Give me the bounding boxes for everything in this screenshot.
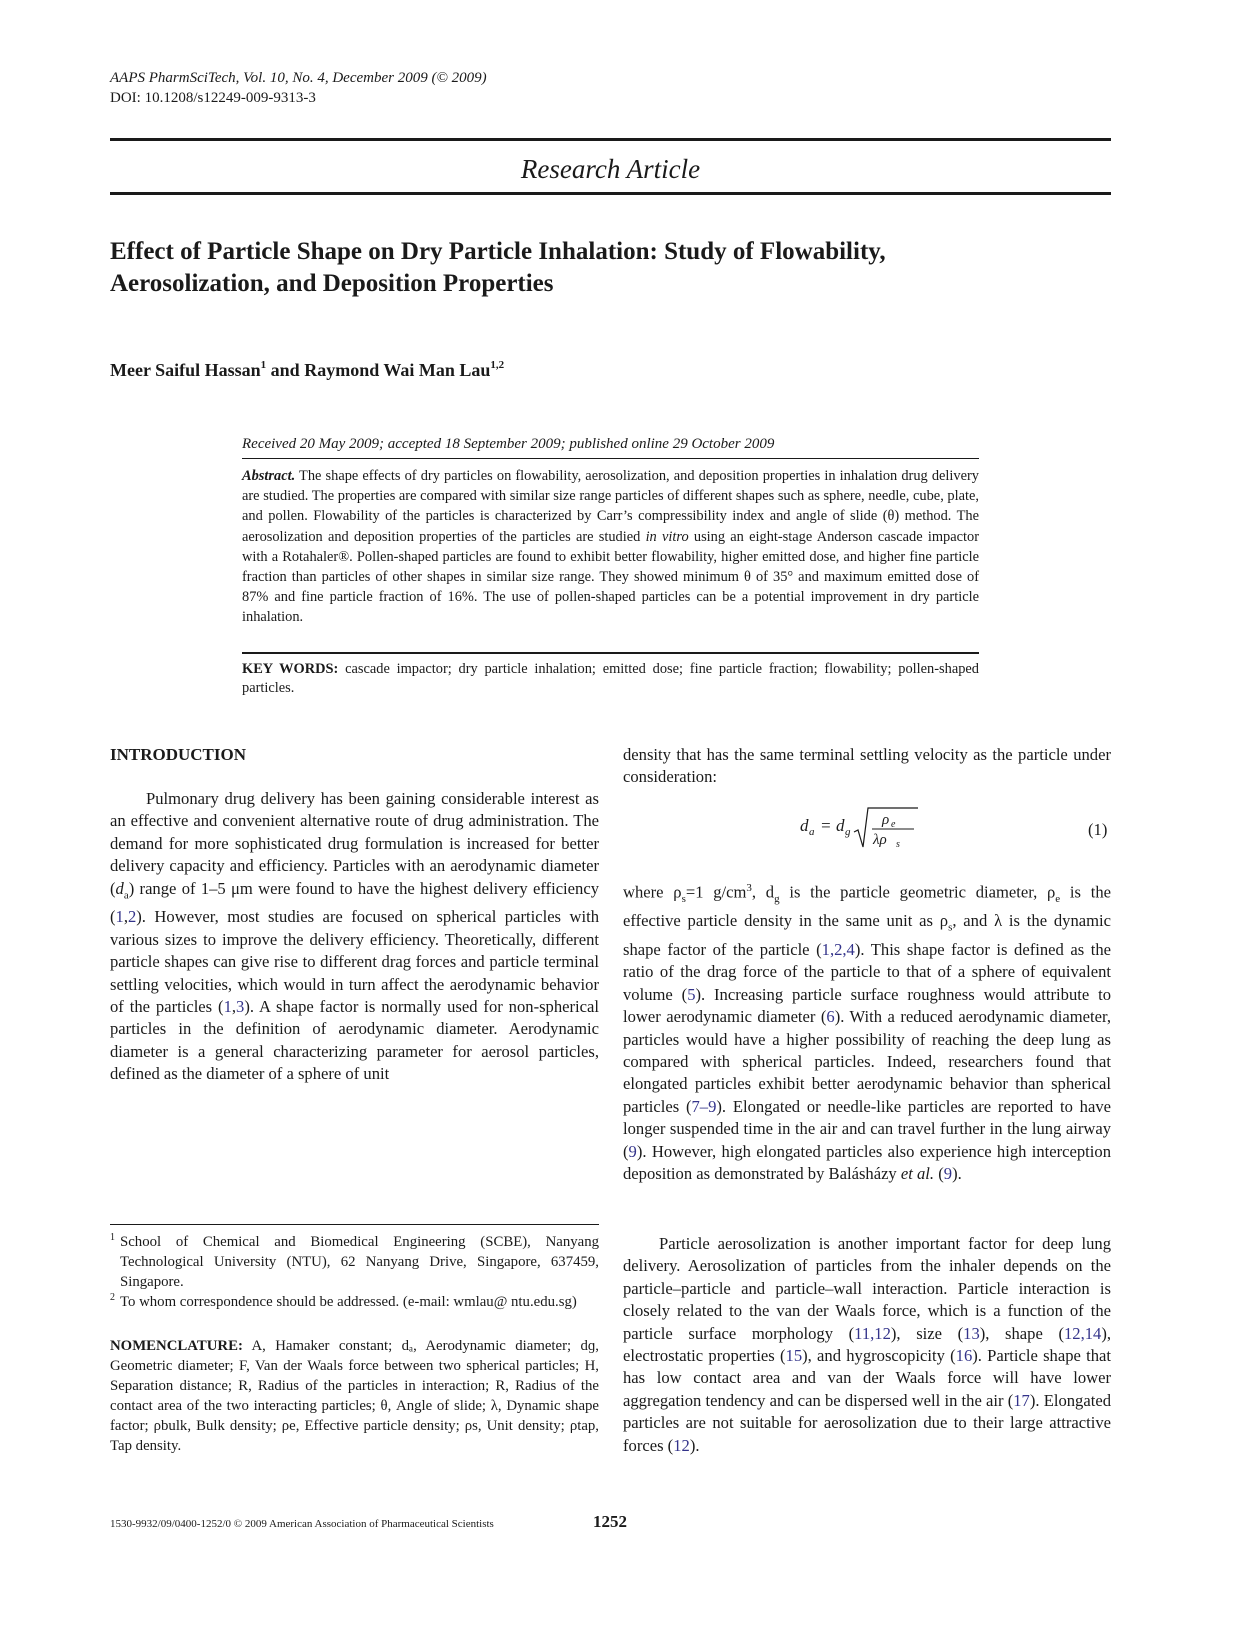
footnote-2 [110,1292,599,1312]
text: ). Elongated or needle-like particles are reported to have longer suspended time in the air and can travel further in the lung airway ( [623,1096,1111,1161]
right-paragraph-3 [623,1233,1111,1457]
svg-text:=: = [820,816,832,835]
text: ). However, high elongated particles also experience high interception deposition as demonstrated by Balásházy [623,1141,1111,1184]
subscript: g [774,892,780,905]
abstract-italic-term: in vitro [645,528,689,545]
journal-citation: AAPS PharmSciTech, Vol. 10, No. 4, December 2009 (© 2009) [110,70,487,86]
text: ), size ( [890,1323,964,1343]
abstract [242,466,979,628]
text: ( [934,1164,944,1184]
abstract-text-b: using an eight-stage Anderson cascade impactor with a Rotahaler®. Pollen-shaped particles are found to exhibit better flowability, higher emitted dose, and higher fine particle fraction than particles of other shapes in similar size range. They showed minimum θ of 35° and maximum emitted dose of 87% and fine particle fraction of 16%. The use of pollen-shaped particles can be a potential improvement in dry particle inhalation. [242,528,979,626]
citation-link[interactable]: 1 [223,996,232,1016]
right-paragraph-2 [623,877,1111,1185]
abstract-top-rule [242,458,979,459]
bottom-rule [110,192,1111,195]
text: =1 g/cm [685,882,747,902]
svg-text:e: e [891,819,896,830]
text: ). Increasing particle surface roughness would attribute to lower aerodynamic diameter ( [623,984,1111,1027]
intro-text-f: ). A shape factor is normally used for non-spherical particles in the definition of aerodynamic diameter. Aerodynamic diameter is a general characterizing parameter for aerosol particles, defined as the diameter of a sphere of unit [110,996,599,1084]
citation-link[interactable]: 15 [785,1346,803,1366]
keywords-rule [242,652,979,654]
citation-link[interactable]: 5 [687,984,696,1004]
svg-text:d: d [836,816,845,835]
author-conjunction: and [266,360,305,380]
citation-link[interactable]: 16 [955,1346,973,1366]
text: where ρ [623,882,682,902]
citation-link[interactable]: 9 [943,1164,953,1184]
text: Particle aerosolization is another important factor for deep lung delivery. Aerosolization of particles from the inhaler depends on the particle–particle and particle–wall interaction. Particle interaction is closely related to the van der Waals force, which is a function of the particle surface morphology ( [623,1234,1111,1343]
symbol-sub-a: a [123,888,129,901]
text: , d [751,882,775,902]
equation-number: (1) [1088,820,1108,839]
citation-link[interactable]: 1,2,4 [821,939,855,959]
authors [110,358,504,382]
copyright-line: 1530-9932/09/0400-1252/0 © 2009 American Association of Pharmaceutical Scientists [110,1518,494,1530]
subscript: s [948,921,953,934]
citation-link[interactable]: 6 [826,1007,835,1027]
text: ). With a reduced aerodynamic diameter, particles would have a higher possibility of reaching the deep lung as compared with spherical particles. Indeed, researchers found that elongated particles exhibit better aerodynamic behavior than spherical particles ( [623,1007,1111,1116]
keywords-text: cascade impactor; dry particle inhalation; emitted dose; fine particle fraction; flowability; pollen-shaped particles. [242,661,979,696]
text: ). Elongated particles are not suitable for aerosolization due to their large attractive forces ( [623,1390,1111,1455]
text: is the particle geometric diameter, ρ [779,882,1056,902]
text: ). Particle shape that has low contact area and van der Waals force will have lower aggregation tendency and can be dispersed well in the air ( [623,1346,1111,1410]
top-rule [110,138,1111,141]
svg-text:s: s [896,839,900,850]
nomenclature-label: NOMENCLATURE: [110,1338,243,1354]
svg-text:d: d [800,816,809,835]
text: ). [952,1164,962,1184]
citation-link[interactable]: 3 [236,996,245,1016]
citation-link[interactable]: 13 [963,1323,980,1343]
abstract-text-a: The shape effects of dry particles on flowability, aerosolization, and deposition properties in inhalation drug delivery are studied. The properties are compared with similar size range particles of different shapes such as sphere, needle, cube, plate, and pollen. Flowability of the particles is characterized by Carr’s compressibility index and angle of slide (θ) method. The aerosolization and deposition properties of the particles are studied [242,468,979,545]
title-line-1: Effect of Particle Shape on Dry Particle Inhalation: Study of Flowability, [110,238,886,265]
doi-line: DOI: 10.1208/s12249-009-9313-3 [110,90,316,106]
author-2: Raymond Wai Man Lau [304,360,491,380]
intro-text-d: ). However, most studies are focused on spherical particles with various sizes to improve the delivery efficiency. Theoretically, different particle shapes can give rise to different drag forces and particle terminal settling velocities, which would in turn affect the aerodynamic behavior of the particles ( [110,907,599,1016]
nomenclature [110,1336,599,1456]
nomenclature-text: A, Hamaker constant; dₐ, Aerodynamic diameter; dɡ, Geometric diameter; F, Van der Waals force between two spherical particles; H, Separation distance; R, Radius of the particles in interaction; R, Radius of the contact area of the two interacting particles; θ, Angle of slide; λ, Dynamic shape factor; ρbulk, Bulk density; ρe, Effective particle density; ρs, Unit density; ρtap, Tap density. [110,1338,599,1454]
abstract-label: Abstract. [242,468,296,484]
citation-link[interactable]: 17 [1013,1390,1030,1410]
text: is the effective particle density in the same unit as ρ [623,882,1112,931]
citation-link[interactable]: 12,14 [1063,1323,1102,1343]
text: ), and hygroscopicity ( [802,1346,956,1366]
article-title [110,236,1111,300]
footnote-1 [110,1232,599,1292]
footnote-2-text: To whom correspondence should be addressed. (e-mail: wmlau@ ntu.edu.sg) [120,1294,577,1310]
received-dates: Received 20 May 2009; accepted 18 September 2009; published online 29 October 2009 [242,436,775,452]
text: ), electrostatic properties ( [623,1323,1112,1366]
footnote-rule [110,1224,599,1225]
keywords [242,660,979,698]
svg-text:λρ: λρ [873,832,887,848]
citation-link[interactable]: 1 [115,907,124,927]
symbol-d: d [115,878,124,898]
author-2-affil: 1,2 [490,359,505,371]
author-1-affil: 1 [260,359,267,371]
citation-link[interactable]: 2 [127,907,137,927]
footnote-1-text: School of Chemical and Biomedical Engineering (SCBE), Nanyang Technological University (NTU), 62 Nanyang Drive, Singapore, 637459, Singapore. [120,1234,599,1290]
et-al: et al. [900,1164,935,1184]
author-1: Meer Saiful Hassan [110,360,261,380]
section-heading-introduction: INTRODUCTION [110,745,247,764]
intro-text-c: , [123,907,128,927]
text: , and λ is the dynamic shape factor of the particle ( [623,911,1112,959]
citation-link[interactable]: 7–9 [691,1096,717,1116]
footnote-1-number: 1 [110,1232,115,1243]
subscript: e [1055,892,1061,905]
citation-link[interactable]: 9 [628,1141,637,1161]
citation-link[interactable]: 12 [673,1435,690,1455]
title-line-2: Aerosolization, and Deposition Properties [110,270,554,297]
svg-text:a: a [809,826,815,838]
svg-text:g: g [845,826,851,838]
keywords-label: KEY WORDS: [242,661,339,677]
text: ). [689,1435,700,1455]
svg-text:ρ: ρ [882,812,890,828]
text: ), shape ( [979,1323,1064,1343]
right-paragraph-1: density that has the same terminal settling velocity as the particle under consideration: [623,745,1111,787]
intro-text-b: ) range of 1–5 μm were found to have the highest delivery efficiency ( [110,878,599,927]
page-number: 1252 [593,1512,627,1531]
intro-text-e: , [231,996,237,1016]
subscript: s [681,892,686,905]
equation-aerodynamic-diameter [800,802,930,852]
text: ). This shape factor is defined as the ratio of the drag force of the particle to that of a sphere of equivalent volume ( [623,939,1111,1004]
footnote-2-number: 2 [110,1292,115,1303]
intro-text-a: Pulmonary drug delivery has been gaining considerable interest as an effective and convenient alternative route of drug administration. The demand for more sophisticated drug formulation is increased for better delivery capacity and efficiency. Particles with an aerodynamic diameter ( [110,789,599,898]
article-type: Research Article [520,154,701,184]
intro-paragraph [110,788,599,1086]
superscript: 3 [746,882,752,894]
citation-link[interactable]: 11,12 [854,1323,891,1343]
